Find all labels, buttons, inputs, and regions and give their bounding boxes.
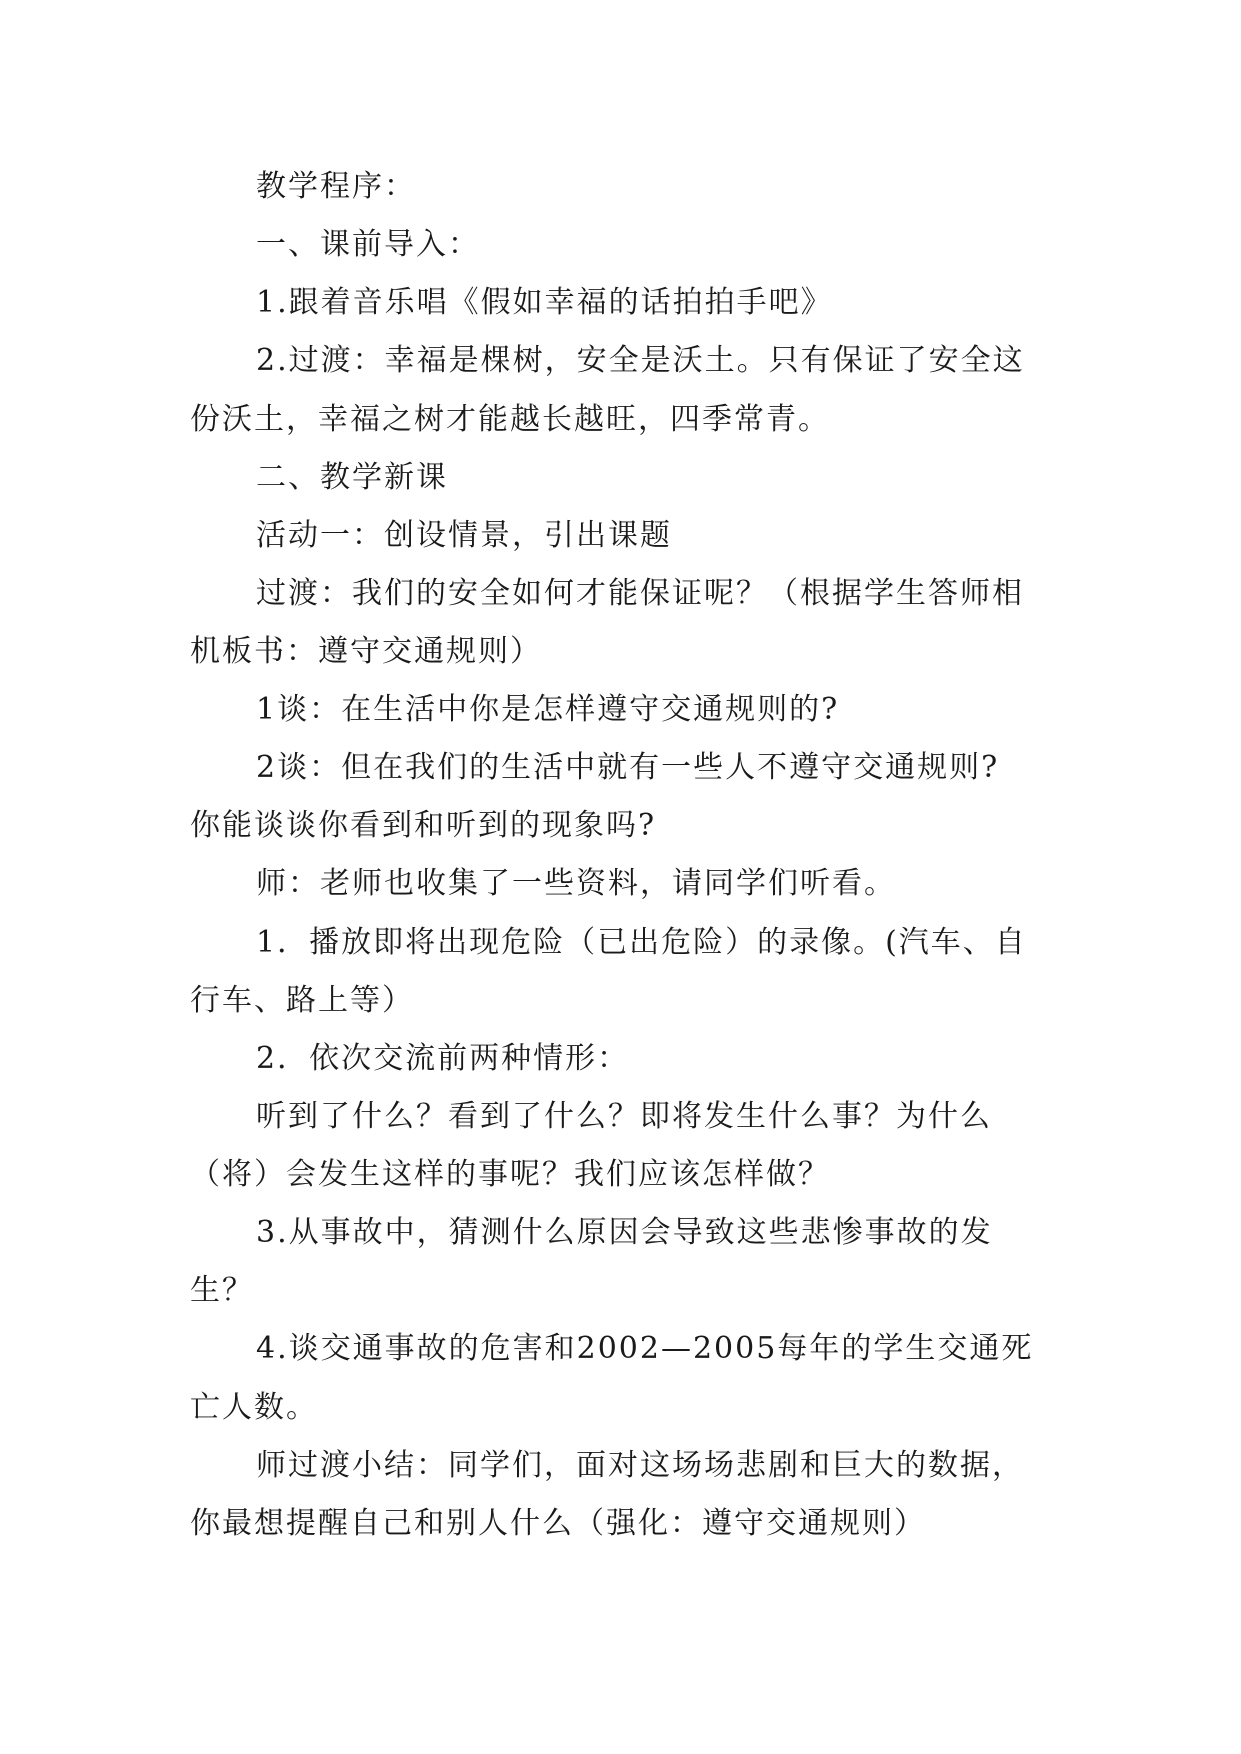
paragraph-line: 师：老师也收集了一些资料，请同学们听看。 <box>256 866 896 901</box>
section-heading-new-lesson: 二、教学新课 <box>256 460 448 495</box>
paragraph-line: 你最想提醒自己和别人什么（强化：遵守交通规则） <box>190 1506 926 1541</box>
paragraph-line: 活动一：创设情景，引出课题 <box>256 518 672 553</box>
paragraph-line: 行车、路上等） <box>190 983 414 1018</box>
paragraph-line: 师过渡小结：同学们，面对这场场悲剧和巨大的数据， <box>256 1448 1024 1483</box>
paragraph-line: 2．依次交流前两种情形： <box>256 1041 630 1076</box>
paragraph-line: 1谈：在生活中你是怎样遵守交通规则的? <box>256 692 840 727</box>
paragraph-line: 份沃土，幸福之树才能越长越旺，四季常青。 <box>190 402 830 437</box>
paragraph-line: 过渡：我们的安全如何才能保证呢？（根据学生答师相 <box>256 576 1024 611</box>
section-heading-intro: 一、课前导入： <box>256 227 480 262</box>
section-heading-procedure: 教学程序： <box>256 169 416 204</box>
paragraph-line: 亡人数。 <box>190 1390 318 1425</box>
paragraph-line: 机板书：遵守交通规则） <box>190 634 542 669</box>
paragraph-line: 1．播放即将出现危险（已出危险）的录像。(汽车、自 <box>256 925 1027 960</box>
paragraph-line: 2.过渡：幸福是棵树，安全是沃土。只有保证了安全这 <box>256 343 1025 378</box>
paragraph-line: 听到了什么？看到了什么？即将发生什么事？为什么 <box>256 1099 992 1134</box>
paragraph-line: 1.跟着音乐唱《假如幸福的话拍拍手吧》 <box>256 285 833 320</box>
paragraph-line: 2谈：但在我们的生活中就有一些人不遵守交通规则? <box>256 750 1000 785</box>
paragraph-line: （将）会发生这样的事呢？我们应该怎样做？ <box>190 1157 830 1192</box>
paragraph-line: 4.谈交通事故的危害和2002—2005每年的学生交通死 <box>256 1331 1034 1366</box>
paragraph-line: 3.从事故中，猜测什么原因会导致这些悲惨事故的发 <box>256 1215 993 1250</box>
paragraph-line: 生？ <box>190 1273 254 1308</box>
paragraph-line: 你能谈谈你看到和听到的现象吗? <box>190 808 657 843</box>
